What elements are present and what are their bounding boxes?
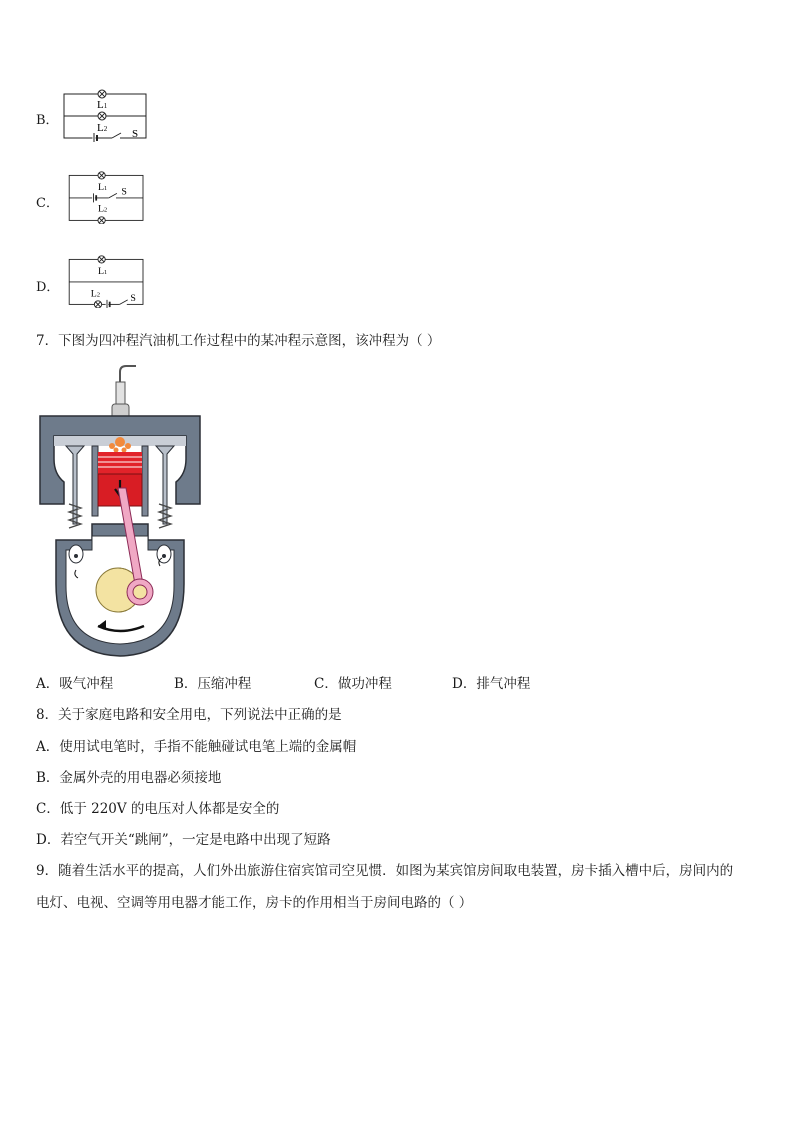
q8-option-c[interactable]: C．低于 220V 的电压对人体都是安全的 [36,801,280,817]
question-7-text: 下图为四冲程汽油机工作过程中的某冲程示意图，该冲程为（ ） [58,333,441,349]
circuit-diagram-c [60,170,172,224]
circuit-b-label-l2: L2 [97,122,108,134]
q7-choice-c[interactable]: C．做功冲程 [314,676,392,692]
q7-choice-d[interactable]: D．排气冲程 [452,676,531,692]
circuit-diagram-b [60,88,172,142]
circuit-d-label-l1: L1 [98,265,108,277]
option-b-letter: B． [36,113,59,128]
circuit-b-label-s: S [132,128,139,140]
four-stroke-engine-illustration [36,364,204,658]
question-8-text: 关于家庭电路和安全用电，下列说法中正确的是 [58,707,342,723]
circuit-d-label-l2: L2 [90,288,101,300]
question-9-number: 9． [36,863,59,879]
option-c-letter: C． [36,196,59,211]
circuit-d-label-s: S [130,292,136,304]
question-7 [36,331,440,351]
q8-option-b[interactable]: B．金属外壳的用电器必须接地 [36,770,222,786]
question-9-text-1: 随着生活水平的提高，人们外出旅游住宿宾馆司空见惯．如图为某宾馆房间取电装置，房卡插入槽中后，房间内的 [58,863,734,879]
question-7-choices [36,674,596,694]
question-9-line-2: 电灯、电视、空调等用电器才能工作，房卡的作用相当于房间电路的（ ） [36,895,473,911]
q7-choice-a[interactable]: A．吸气冲程 [36,676,114,692]
circuit-c-label-l2: L2 [98,203,108,215]
option-d-letter: D． [36,280,60,295]
question-8 [36,705,342,725]
circuit-b-label-l1: L1 [97,99,108,111]
circuit-c-label-s: S [121,186,127,198]
question-7-number: 7． [36,333,59,349]
question-8-number: 8． [36,707,59,723]
circuit-c-label-l1: L1 [98,181,108,193]
question-9-line-1 [36,861,733,881]
q8-option-d[interactable]: D．若空气开关“跳闸”，一定是电路中出现了短路 [36,832,331,848]
circuit-diagram-d [60,254,172,308]
q7-choice-b[interactable]: B．压缩冲程 [174,676,252,692]
q8-option-a[interactable]: A．使用试电笔时，手指不能触碰试电笔上端的金属帽 [36,739,357,755]
